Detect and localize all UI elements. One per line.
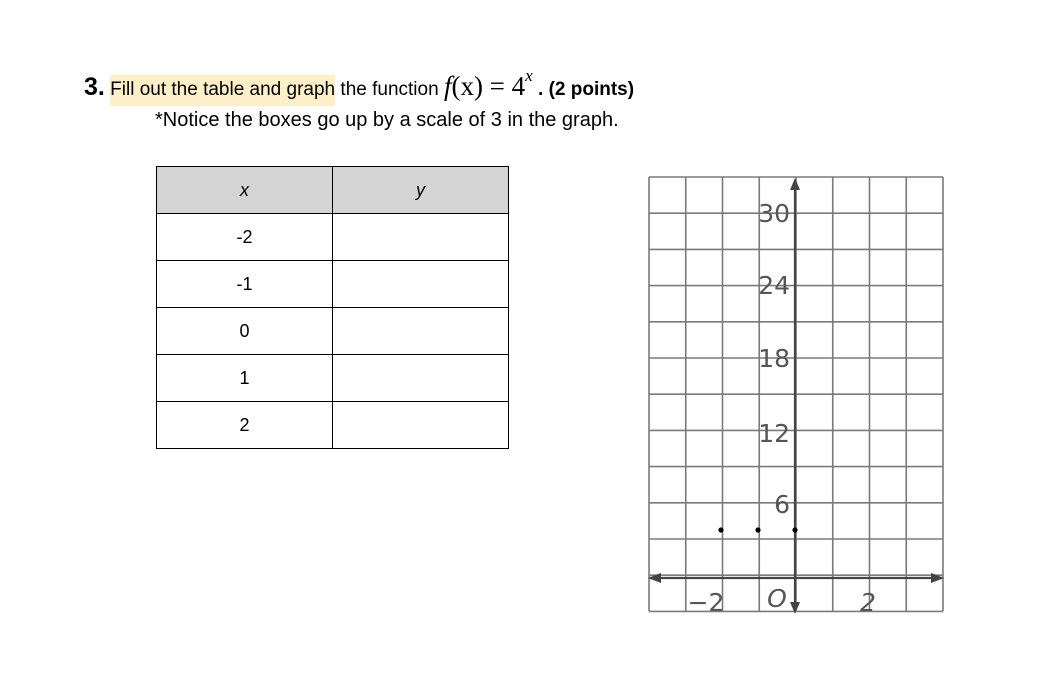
- y-cell[interactable]: [333, 261, 509, 308]
- function-exponent: x: [525, 66, 533, 85]
- x-label-2: 2: [860, 588, 876, 617]
- table-row: [157, 355, 509, 402]
- table-row: [157, 308, 509, 355]
- scale-note: *Notice the boxes go up by a scale of 3 in the graph.: [155, 109, 619, 131]
- x-label-origin: O: [767, 584, 787, 613]
- y-axis: [790, 178, 800, 614]
- x-cell: 0: [157, 308, 333, 355]
- y-cell[interactable]: [333, 214, 509, 261]
- y-cell[interactable]: [333, 355, 509, 402]
- value-table: [156, 166, 509, 449]
- table-row: [157, 214, 509, 261]
- coordinate-grid[interactable]: [646, 174, 946, 620]
- function-name: f: [443, 71, 452, 101]
- x-cell: -1: [157, 261, 333, 308]
- y-axis-arrow-up: [790, 178, 800, 190]
- points-label: (2 points): [548, 79, 635, 100]
- header-x: x: [157, 167, 333, 214]
- y-label-24: 24: [758, 271, 790, 300]
- header-y: y: [333, 167, 509, 214]
- question-line: [84, 58, 634, 112]
- y-cell[interactable]: [333, 402, 509, 449]
- y-cell[interactable]: [333, 308, 509, 355]
- y-label-6: 6: [774, 490, 790, 519]
- graph-dot: [792, 527, 797, 532]
- x-label-neg2: −2: [687, 588, 725, 617]
- y-label-12: 12: [758, 419, 790, 448]
- question-number: 3.: [84, 73, 105, 101]
- table-row: [157, 402, 509, 449]
- table-header-row: [157, 167, 509, 214]
- y-tick-labels: [758, 199, 790, 519]
- x-cell: 1: [157, 355, 333, 402]
- plotted-points: [718, 527, 797, 532]
- highlighted-instruction[interactable]: Fill out the table and graph: [110, 75, 335, 106]
- y-axis-arrow-down: [790, 602, 800, 614]
- graph-dot: [755, 527, 760, 532]
- y-label-18: 18: [758, 344, 790, 373]
- table-row: [157, 261, 509, 308]
- question-dot: .: [538, 79, 544, 100]
- x-cell: -2: [157, 214, 333, 261]
- x-cell: 2: [157, 402, 333, 449]
- graph-dot: [718, 527, 723, 532]
- instruction-text: the function: [335, 79, 444, 100]
- function-expression: [443, 66, 533, 101]
- y-label-30: 30: [758, 199, 790, 228]
- function-body: (x) = 4: [451, 71, 526, 101]
